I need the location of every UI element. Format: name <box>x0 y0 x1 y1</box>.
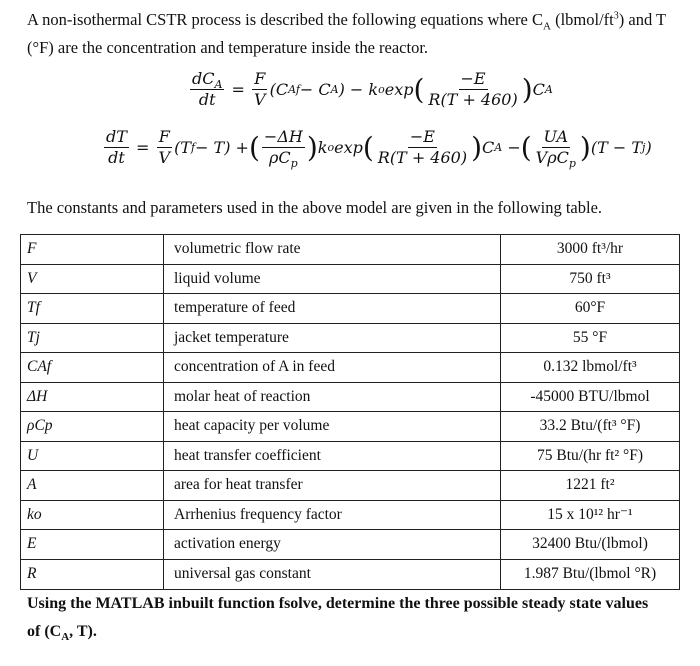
eq2-flow-fraction: $\frac{F}{V}$ <box>158 127 171 167</box>
table-row <box>21 323 680 353</box>
parameter-symbol: V <box>21 264 164 294</box>
parameter-description: volumetric flow rate <box>164 235 501 265</box>
eq1-arrhenius-fraction: $\frac{-E}{R(T + 460)}$ <box>428 69 518 109</box>
parameter-value: 3000 ft³/hr <box>501 235 680 265</box>
parameter-description: Arrhenius frequency factor <box>164 500 501 530</box>
parameter-description: temperature of feed <box>164 294 501 324</box>
parameter-value: 32400 Btu/(lbmol) <box>501 530 680 560</box>
table-row <box>21 382 680 412</box>
eq2-jacket-fraction: $\frac{UA}{V\rho C_p}$ <box>535 127 576 171</box>
table-row <box>21 264 680 294</box>
parameter-value: 60°F <box>501 294 680 324</box>
parameter-value: -45000 BTU/lbmol <box>501 382 680 412</box>
parameter-symbol: U <box>21 441 164 471</box>
parameter-symbol: ko <box>21 500 164 530</box>
table-row <box>21 412 680 442</box>
parameter-value: 1.987 Btu/(lbmol °R) <box>501 559 680 589</box>
parameter-symbol: ΔH <box>21 382 164 412</box>
parameter-description: jacket temperature <box>164 323 501 353</box>
table-row <box>21 500 680 530</box>
table-row <box>21 559 680 589</box>
eq2-arrhenius-fraction: $\frac{-E}{R(T + 460)}$ <box>377 127 468 167</box>
parameter-description: heat transfer coefficient <box>164 441 501 471</box>
parameter-description: heat capacity per volume <box>164 412 501 442</box>
parameter-value: 1221 ft² <box>501 471 680 501</box>
parameter-description: area for heat transfer <box>164 471 501 501</box>
parameter-value: 15 x 10¹² hr⁻¹ <box>501 500 680 530</box>
parameter-description: molar heat of reaction <box>164 382 501 412</box>
parameter-value: 750 ft³ <box>501 264 680 294</box>
parameter-value: 55 °F <box>501 323 680 353</box>
parameter-symbol: R <box>21 559 164 589</box>
parameter-description: concentration of A in feed <box>164 353 501 383</box>
table-row <box>21 530 680 560</box>
eq1-lhs-fraction: $\frac{dC_A}{dt}$ <box>192 69 223 109</box>
parameter-description: universal gas constant <box>164 559 501 589</box>
eq2-lhs-fraction: $\frac{dT}{dt}$ <box>106 127 127 167</box>
parameter-symbol: F <box>21 235 164 265</box>
parameter-symbol: CAf <box>21 353 164 383</box>
parameter-symbol: E <box>21 530 164 560</box>
table-row <box>21 441 680 471</box>
table-row <box>21 353 680 383</box>
intro-paragraph: A non-isothermal CSTR process is described the following equations where $C_A$ $(lbmol/ft^3)$ and T (°F) are the concentration and temperature inside the reactor. <box>27 10 667 57</box>
parameter-symbol: ρCp <box>21 412 164 442</box>
parameter-value: 0.132 lbmol/ft³ <box>501 353 680 383</box>
parameters-table <box>20 234 680 590</box>
parameter-description: activation energy <box>164 530 501 560</box>
parameter-symbol: A <box>21 471 164 501</box>
eq1-flow-fraction: $\frac{F}{V}$ <box>254 69 266 109</box>
eq2-heat-fraction: $\frac{-\Delta H}{\rho C_p}$ <box>263 127 303 171</box>
table-row <box>21 294 680 324</box>
parameter-value: 33.2 Btu/(ft³ °F) <box>501 412 680 442</box>
table-row <box>21 235 680 265</box>
equation-concentration: $\frac{dC_A}{dt}$ = $\frac{F}{V}$ (C Af − C A ) − k o exp ( $\frac{-E}{R(T + 460)}$ ) C A <box>192 69 553 109</box>
parameter-symbol: Tf <box>21 294 164 324</box>
parameter-symbol: Tj <box>21 323 164 353</box>
question-text: Using the MATLAB inbuilt function fsolve, determine the three possible steady state values of ($C_A$, T). <box>27 595 649 644</box>
table-row <box>21 471 680 501</box>
parameter-description: liquid volume <box>164 264 501 294</box>
equation-temperature: $\frac{dT}{dt}$ = $\frac{F}{V}$ (T f − T) + ( $\frac{-\Delta H}{\rho C_p}$ ) k o exp ( $\frac{-E}{R(T + 460)}$ ) C A − ( $\frac{UA}{V\rho C_p}$ ) (T − T j ) <box>106 127 652 171</box>
parameter-value: 75 Btu/(hr ft² °F) <box>501 441 680 471</box>
table-intro: The constants and parameters used in the above model are given in the following table. <box>27 198 603 217</box>
